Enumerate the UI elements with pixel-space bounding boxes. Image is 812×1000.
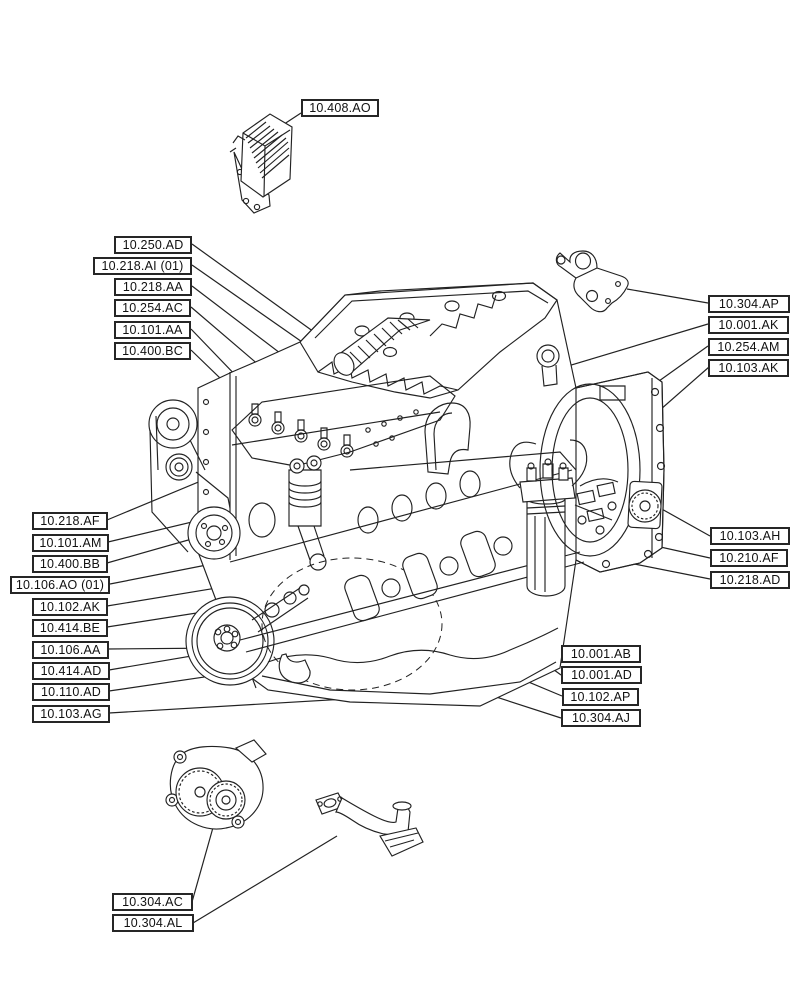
callout-10-106-AO-01[interactable]: 10.106.AO (01) [10, 576, 110, 594]
bracket-part [556, 251, 628, 312]
callout-10-400-BC[interactable]: 10.400.BC [114, 342, 191, 360]
callout-10-106-AA[interactable]: 10.106.AA [32, 641, 109, 659]
callout-10-218-AF[interactable]: 10.218.AF [32, 512, 108, 530]
callout-10-304-AP[interactable]: 10.304.AP [708, 295, 790, 313]
callout-10-001-AK[interactable]: 10.001.AK [708, 316, 789, 334]
callout-10-254-AM[interactable]: 10.254.AM [708, 338, 789, 356]
callout-10-103-AG[interactable]: 10.103.AG [32, 705, 110, 723]
callout-10-414-AD[interactable]: 10.414.AD [32, 662, 110, 680]
suction-pipe-part [316, 793, 423, 856]
callout-10-101-AM[interactable]: 10.101.AM [32, 534, 109, 552]
callout-10-304-AC[interactable]: 10.304.AC [112, 893, 193, 911]
callout-10-254-AC[interactable]: 10.254.AC [114, 299, 191, 317]
callout-10-414-BE[interactable]: 10.414.BE [32, 619, 108, 637]
callout-10-001-AD[interactable]: 10.001.AD [561, 666, 642, 684]
callout-10-218-AD[interactable]: 10.218.AD [710, 571, 790, 589]
callout-10-304-AJ[interactable]: 10.304.AJ [561, 709, 641, 727]
callout-10-101-AA[interactable]: 10.101.AA [114, 321, 191, 339]
callout-10-408-AO[interactable]: 10.408.AO [301, 99, 379, 117]
callout-10-250-AD[interactable]: 10.250.AD [114, 236, 192, 254]
callout-10-102-AP[interactable]: 10.102.AP [562, 688, 639, 706]
callout-10-110-AD[interactable]: 10.110.AD [32, 683, 110, 701]
oil-pump-part [166, 740, 266, 829]
callout-10-210-AF[interactable]: 10.210.AF [710, 549, 788, 567]
engine-control-module-part [230, 114, 292, 213]
callout-10-103-AK[interactable]: 10.103.AK [708, 359, 789, 377]
callout-10-304-AL[interactable]: 10.304.AL [112, 914, 194, 932]
callout-10-001-AB[interactable]: 10.001.AB [561, 645, 641, 663]
callout-10-218-AA[interactable]: 10.218.AA [114, 278, 192, 296]
callout-10-218-AI-01[interactable]: 10.218.AI (01) [93, 257, 192, 275]
engine-illustration [149, 283, 665, 706]
callout-10-102-AK[interactable]: 10.102.AK [32, 598, 108, 616]
callout-10-103-AH[interactable]: 10.103.AH [710, 527, 790, 545]
callout-10-400-BB[interactable]: 10.400.BB [32, 555, 108, 573]
